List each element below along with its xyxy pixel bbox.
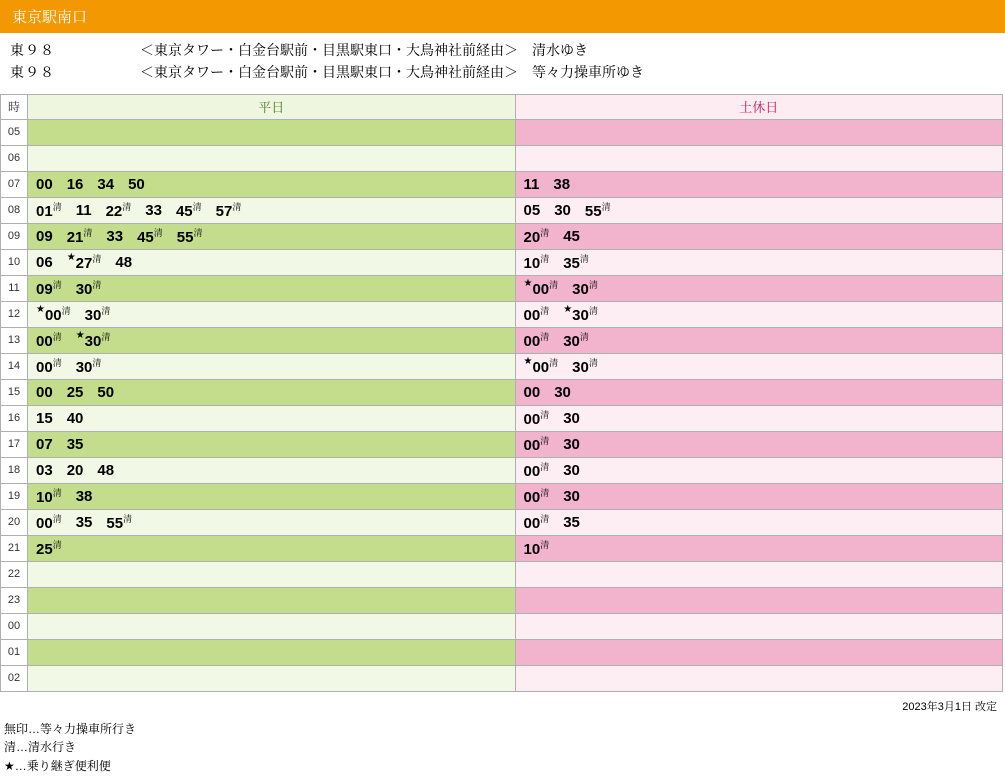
departure-time: $22^清$ [105,202,132,221]
departure-time: 35 [563,513,580,531]
table-row [1,197,1003,223]
departure-time: $00^清$ [523,514,550,533]
legend [0,714,1005,776]
destination-mark: 清 [579,254,589,265]
departure-time: 30 [563,487,580,505]
route-code: 東９８ [10,64,55,81]
legend-item: 無印…等々力操車所行き [4,721,137,736]
destination-mark: 清 [92,358,102,369]
table-row [1,639,1003,665]
timetable-header-row [1,94,1003,119]
weekday-cell [28,197,516,223]
departure-time: $55^清$ [176,228,203,247]
departure-time: $10^清$ [523,254,550,273]
column-header-hour: 時 [1,94,28,119]
transfer-star-icon: ★ [75,330,85,342]
destination-mark: 清 [52,332,62,343]
stop-name-header [0,0,1005,33]
destination-mark: 清 [193,228,203,239]
row-hour: 01 [1,639,28,665]
departure-time: $^★30^清$ [563,304,598,325]
departure-time: 09 [36,227,53,245]
departure-time: $00^清$ [523,488,550,507]
holiday-cell [515,197,1003,223]
departure-time: 30 [563,461,580,479]
departure-time: $^★00^清$ [523,278,559,299]
departure-time: 11 [523,175,540,193]
row-hour: 14 [1,353,28,379]
departure-time: $00^清$ [523,410,550,429]
departure-time: 20 [66,461,84,479]
destination-mark: 清 [588,280,598,291]
departure-time: $10^清$ [523,540,550,559]
departure-time: 45 [563,227,580,245]
holiday-cell [515,483,1003,509]
weekday-cell [28,431,516,457]
departure-time: 05 [523,201,541,219]
departure-time: 48 [115,253,133,271]
destination-mark: 清 [232,202,242,213]
destination-mark: 清 [52,514,62,525]
weekday-cell [28,639,516,665]
destination-mark: 清 [122,202,132,213]
legend-item: 清…清水行き [4,740,77,755]
route-row [8,61,997,83]
destination-mark: 清 [52,202,62,213]
holiday-cell [515,379,1003,405]
holiday-cell [515,561,1003,587]
departure-time: $01^清$ [36,202,62,221]
departure-time: 11 [75,201,92,219]
holiday-cell [515,275,1003,301]
table-row [1,249,1003,275]
route-description: ＜東京タワー・白金台駅前・目黒駅東口・大鳥神社前経由＞ 等々力操車所ゆき [140,64,644,81]
column-header-holiday: 土休日 [515,94,1003,119]
destination-mark: 清 [588,306,598,317]
departure-time: 15 [36,409,53,427]
destination-mark: 清 [52,540,62,551]
holiday-cell [515,587,1003,613]
departure-time: $30^清$ [572,280,598,299]
destination-mark: 清 [540,306,550,317]
row-hour: 06 [1,145,28,171]
weekday-cell [28,405,516,431]
transfer-star-icon: ★ [523,356,533,368]
departure-time: $30^清$ [563,332,589,351]
departure-time: $45^清$ [137,228,163,247]
transfer-star-icon: ★ [523,278,533,290]
departure-time: 38 [553,175,571,193]
destination-mark: 清 [101,306,111,317]
table-row [1,561,1003,587]
departure-time: $25^清$ [36,540,62,559]
row-hour: 22 [1,561,28,587]
row-hour: 11 [1,275,28,301]
holiday-cell [515,431,1003,457]
transfer-star-icon: ★ [66,252,76,264]
departure-time: $45^清$ [175,202,202,221]
row-hour: 12 [1,301,28,327]
holiday-cell [515,249,1003,275]
stop-name-label: 東京駅南口 [12,8,88,26]
departure-time: $^★30^清$ [75,330,111,351]
row-hour: 15 [1,379,28,405]
weekday-cell [28,379,516,405]
destination-mark: 清 [52,358,62,369]
route-list [0,33,1005,88]
holiday-cell [515,119,1003,145]
destination-mark: 清 [540,436,550,447]
departure-time: $^★27^清$ [66,252,102,273]
holiday-cell [515,639,1003,665]
table-row [1,327,1003,353]
row-hour: 13 [1,327,28,353]
departure-time: $00^清$ [523,436,550,455]
departure-time: $^★00^清$ [523,356,559,377]
departure-time: $00^清$ [36,358,62,377]
departure-time: $00^清$ [523,462,550,481]
weekday-cell [28,249,516,275]
departure-time: 34 [97,175,115,193]
weekday-cell [28,145,516,171]
holiday-cell [515,145,1003,171]
destination-mark: 清 [540,462,550,473]
legend-item: ★…乗り継ぎ便利便 [4,758,111,773]
table-row [1,275,1003,301]
departure-time: $21^清$ [66,228,93,247]
timetable-body [1,119,1003,691]
row-hour: 00 [1,613,28,639]
departure-time: 06 [36,253,53,271]
departure-time: $30^清$ [572,358,598,377]
destination-mark: 清 [540,410,550,421]
table-row [1,613,1003,639]
row-hour: 21 [1,535,28,561]
destination-mark: 清 [540,514,550,525]
holiday-cell [515,457,1003,483]
holiday-cell [515,613,1003,639]
table-row [1,431,1003,457]
weekday-cell [28,587,516,613]
holiday-cell [515,405,1003,431]
row-hour: 08 [1,197,28,223]
departure-time: 00 [36,383,53,401]
destination-mark: 清 [540,488,550,499]
weekday-cell [28,353,516,379]
transfer-star-icon: ★ [36,304,45,316]
table-row [1,223,1003,249]
route-row [8,39,997,61]
destination-mark: 清 [601,202,611,213]
row-hour: 23 [1,587,28,613]
weekday-cell [28,509,516,535]
row-hour: 02 [1,665,28,691]
destination-mark: 清 [61,306,71,317]
table-row [1,145,1003,171]
destination-mark: 清 [540,228,550,239]
weekday-cell [28,119,516,145]
row-hour: 17 [1,431,28,457]
departure-time: $57^清$ [215,202,242,221]
destination-mark: 清 [540,332,550,343]
departure-time: 40 [66,409,84,427]
destination-mark: 清 [549,358,559,369]
weekday-cell [28,483,516,509]
destination-mark: 清 [588,358,598,369]
destination-mark: 清 [579,332,589,343]
departure-time: 50 [97,383,115,401]
timetable [0,94,1003,692]
table-row [1,509,1003,535]
departure-time: 30 [554,383,571,401]
departure-time: $35^清$ [563,254,589,273]
departure-time: 16 [66,175,84,193]
holiday-cell [515,509,1003,535]
departure-time: 30 [554,201,571,219]
table-row [1,535,1003,561]
weekday-cell [28,535,516,561]
departure-time: 35 [75,513,93,531]
departure-time: 35 [66,435,84,453]
weekday-cell [28,275,516,301]
departure-time: 07 [36,435,53,453]
weekday-cell [28,171,516,197]
destination-mark: 清 [92,280,102,291]
departure-time: 30 [563,435,580,453]
destination-mark: 清 [123,514,133,525]
departure-time: $00^清$ [523,306,550,325]
holiday-cell [515,327,1003,353]
weekday-cell [28,457,516,483]
row-hour: 19 [1,483,28,509]
weekday-cell [28,327,516,353]
departure-time: 33 [106,227,124,245]
destination-mark: 清 [540,254,550,265]
table-row [1,665,1003,691]
row-hour: 05 [1,119,28,145]
table-row [1,379,1003,405]
departure-time: 48 [97,461,115,479]
departure-time: 38 [75,487,93,505]
destination-mark: 清 [92,254,102,265]
departure-time: $00^清$ [523,332,550,351]
departure-time: 33 [145,201,162,219]
table-row [1,405,1003,431]
departure-time: 03 [36,461,53,479]
route-code: 東９８ [10,42,55,58]
departure-time: $55^清$ [106,514,133,533]
holiday-cell [515,301,1003,327]
destination-mark: 清 [83,228,93,239]
departure-time: $55^清$ [584,202,611,221]
destination-mark: 清 [549,280,559,291]
destination-mark: 清 [540,540,550,551]
table-row [1,301,1003,327]
row-hour: 10 [1,249,28,275]
departure-time: $00^清$ [36,332,62,351]
table-row [1,587,1003,613]
destination-mark: 清 [153,228,163,239]
departure-time: $20^清$ [523,228,550,247]
destination-mark: 清 [101,332,111,343]
table-row [1,171,1003,197]
holiday-cell [515,223,1003,249]
weekday-cell [28,613,516,639]
destination-mark: 清 [52,488,62,499]
departure-time: 00 [523,383,541,401]
holiday-cell [515,353,1003,379]
departure-time: $30^清$ [84,306,111,325]
weekday-cell [28,301,516,327]
weekday-cell [28,223,516,249]
route-description: ＜東京タワー・白金台駅前・目黒駅東口・大鳥神社前経由＞ 清水ゆき [140,42,588,58]
weekday-cell [28,561,516,587]
departure-time: $00^清$ [36,514,62,533]
departure-time: 30 [563,409,580,427]
departure-time: $^★00^清$ [36,304,71,325]
holiday-cell [515,665,1003,691]
row-hour: 09 [1,223,28,249]
row-hour: 16 [1,405,28,431]
departure-time: $10^清$ [36,488,62,507]
departure-time: 50 [128,175,145,193]
table-row [1,457,1003,483]
table-row [1,119,1003,145]
transfer-star-icon: ★ [563,304,573,316]
departure-time: 25 [66,383,84,401]
destination-mark: 清 [192,202,202,213]
departure-time: 00 [36,175,53,193]
row-hour: 20 [1,509,28,535]
row-hour: 07 [1,171,28,197]
destination-mark: 清 [52,280,62,291]
table-row [1,353,1003,379]
departure-time: $30^清$ [75,358,102,377]
row-hour: 18 [1,457,28,483]
table-row [1,483,1003,509]
holiday-cell [515,171,1003,197]
departure-time: $30^清$ [75,280,102,299]
holiday-cell [515,535,1003,561]
revision-date: 2023年3月1日 改定 [902,700,997,713]
departure-time: $09^清$ [36,280,62,299]
column-header-weekday: 平日 [28,94,516,119]
weekday-cell [28,665,516,691]
